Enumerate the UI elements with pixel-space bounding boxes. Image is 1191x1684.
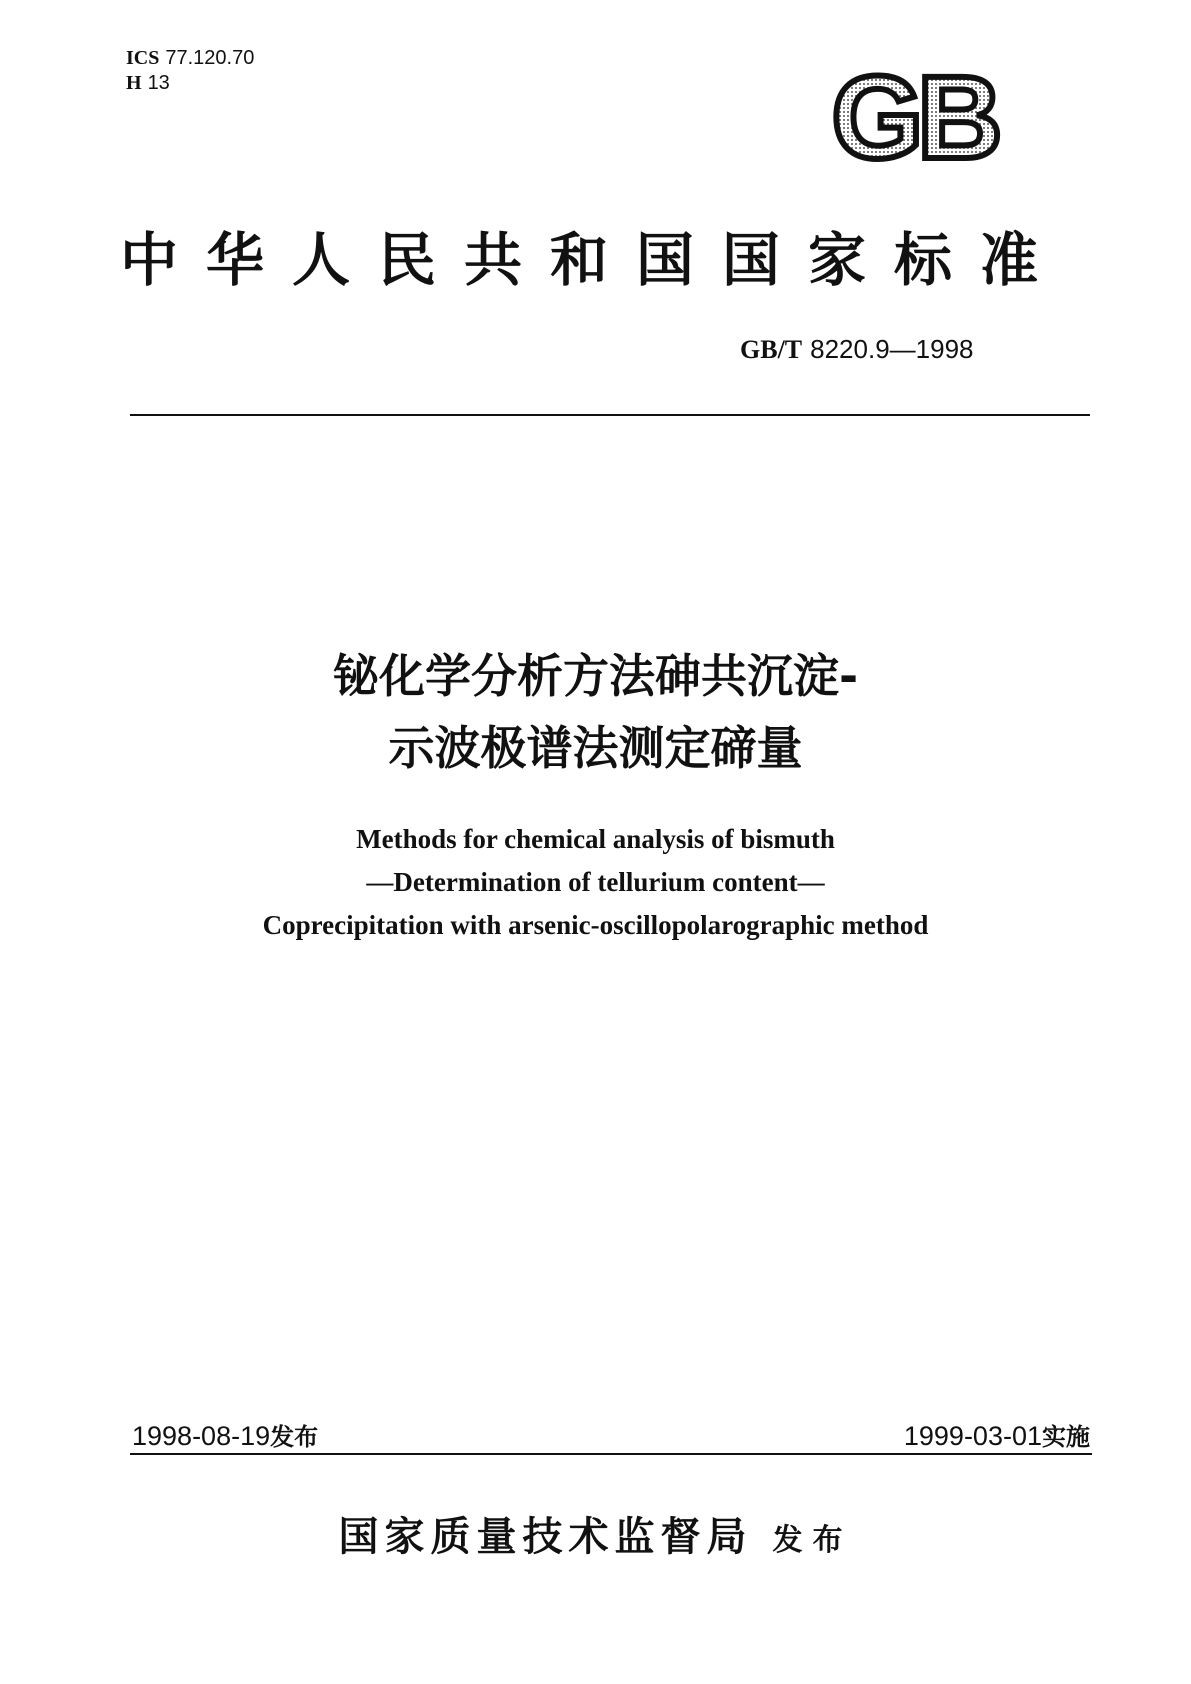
effective-date-value: 1999-03-01 [903,1421,1042,1451]
h-value: 13 [147,72,170,94]
footer-divider [130,1453,1092,1455]
english-title-line-2: —Determination of tellurium content— [366,867,825,897]
chinese-title [0,640,1191,784]
effective-label: 实施 [1042,1423,1090,1451]
classification-codes [126,46,254,96]
english-title-line-3: Coprecipitation with arsenic-oscillopolarographic method [262,910,929,940]
ics-value: 77.120.70 [165,47,255,69]
ics-code-line [126,46,254,71]
h-label: H [126,72,142,94]
issue-date [132,1417,318,1452]
standard-number-value: 8220.9—1998 [810,334,974,364]
english-title [0,818,1191,947]
standard-prefix: GB/T [740,335,803,364]
effective-date [878,1417,1090,1452]
standard-number [740,334,974,365]
national-standard-title: 中华人民共和国国家标准 [120,226,1067,294]
issue-label: 发布 [270,1423,319,1451]
gb-logo-text: GB [831,62,997,174]
issue-date-value: 1998-08-19 [132,1421,271,1451]
gb-logo [806,62,1022,174]
english-title-line-1: Methods for chemical analysis of bismuth [356,824,835,854]
h-code-line [126,71,254,96]
header-divider [130,414,1090,416]
publisher-name: 国家质量技术监督局 [338,1513,753,1560]
chinese-title-line-2: 示波极谱法测定碲量 [388,721,803,775]
publisher-action: 发布 [772,1523,853,1558]
chinese-title-line-1: 铋化学分析方法砷共沉淀- [332,649,859,703]
publisher [0,1505,1191,1562]
ics-label: ICS [126,47,160,69]
